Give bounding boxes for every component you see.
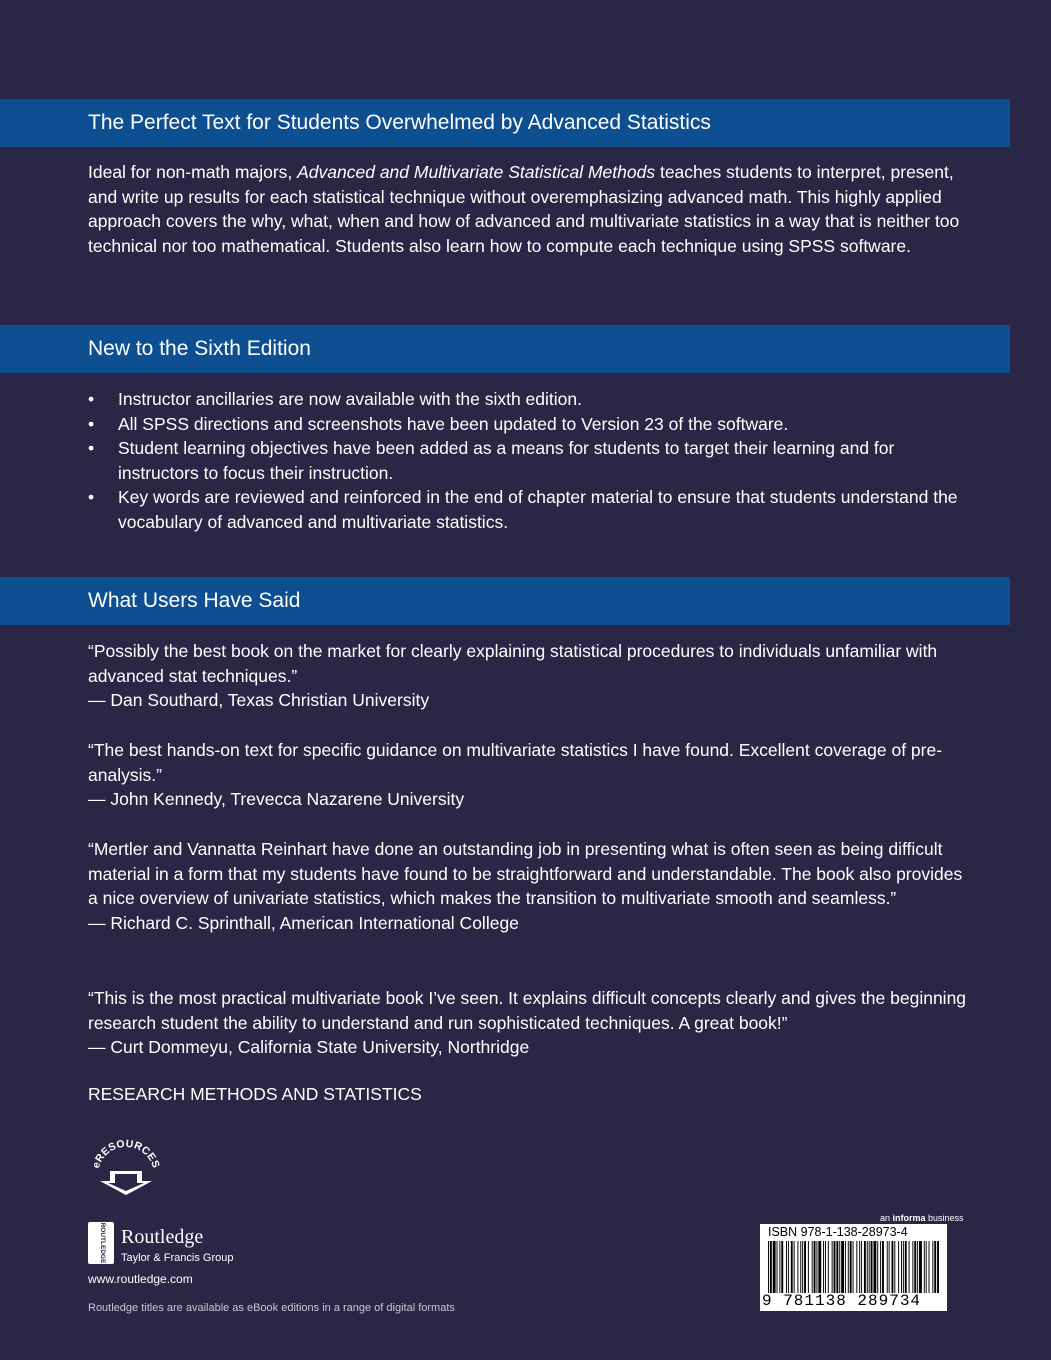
barcode-bar (882, 1241, 884, 1293)
barcode-bar (867, 1241, 868, 1293)
barcode-bar (791, 1241, 793, 1293)
list-item (88, 412, 968, 437)
list-item (88, 485, 968, 534)
barcode-bar (877, 1241, 878, 1293)
barcode-bar (802, 1241, 803, 1293)
barcode-bar (903, 1241, 904, 1293)
logo-vertical-text: ROUTLEDGE (99, 1222, 106, 1264)
barcode-bar (894, 1241, 895, 1293)
intro-text-start: Ideal for non-math majors, (88, 162, 298, 182)
list-item (88, 387, 968, 412)
publisher-url[interactable]: www.routledge.com (88, 1272, 193, 1286)
barcode-bars (768, 1241, 939, 1293)
barcode-bar (814, 1241, 816, 1293)
barcode-bar (905, 1241, 907, 1293)
barcode-bar (777, 1241, 778, 1293)
barcode-bar (808, 1241, 809, 1293)
barcode-bar (768, 1241, 769, 1293)
barcode-bar (804, 1241, 806, 1293)
barcode-bar (818, 1241, 821, 1293)
barcode-bar (845, 1241, 846, 1293)
barcode-bar (864, 1241, 866, 1293)
informa-label (880, 1213, 964, 1223)
eresources-label: eRESOURCES (90, 1137, 162, 1170)
barcode-bar (861, 1241, 862, 1293)
quote-attribution: — Dan Southard, Texas Christian University (88, 690, 430, 711)
reviews-heading-band (0, 577, 1010, 625)
publisher-group: Taylor & Francis Group (121, 1252, 234, 1264)
barcode-bar (924, 1241, 925, 1293)
barcode-bar (786, 1241, 787, 1293)
list-item (88, 436, 968, 485)
category-label: RESEARCH METHODS AND STATISTICS (88, 1084, 422, 1104)
informa-prefix: an (880, 1213, 893, 1223)
intro-paragraph (88, 160, 968, 258)
barcode-bar (812, 1241, 813, 1293)
new-edition-heading-band (0, 325, 1010, 373)
barcode-bar (880, 1241, 881, 1293)
barcode-bar (850, 1241, 852, 1293)
quote-attribution: — John Kennedy, Trevecca Nazarene University (88, 789, 465, 810)
barcode-bar (898, 1241, 899, 1293)
barcode-bar (825, 1241, 826, 1293)
intro-heading-band (0, 99, 1010, 147)
quote-attribution: — Richard C. Sprinthall, American International College (88, 912, 519, 933)
quote-text: “Possibly the best book on the market for clearly explaining statistical procedures to individuals unfamiliar with advanced stat techniques.” (88, 641, 938, 686)
barcode-bar (873, 1241, 876, 1293)
reviews-heading: What Users Have Said (88, 589, 301, 612)
new-edition-heading: New to the Sixth Edition (88, 337, 311, 360)
book-title-italic: Advanced and Multivariate Statistical Methods (297, 162, 656, 182)
quote-attribution: — Curt Dommeyu, California State University, Northridge (88, 1037, 530, 1058)
barcode (760, 1224, 947, 1311)
list-item-text: All SPSS directions and screenshots have been updated to Version 23 of the software. (118, 413, 789, 434)
barcode-bar (871, 1241, 873, 1293)
barcode-bar (937, 1241, 939, 1293)
barcode-bar (832, 1241, 833, 1293)
barcode-bar (797, 1241, 798, 1293)
barcode-bar (856, 1241, 857, 1293)
barcode-bar (926, 1241, 927, 1293)
barcode-bar (770, 1241, 772, 1293)
barcode-bar (934, 1241, 936, 1293)
barcode-bar (834, 1241, 836, 1293)
quote-text: “The best hands-on text for specific guidance on multivariate statistics I have found. Excellent coverage of pre-analysis.” (88, 740, 943, 785)
barcode-bar (828, 1241, 829, 1293)
quote-text: “This is the most practical multivariate book I’ve seen. It explains difficult concepts clearly and gives the beginning research student the ability to understand and run sophisticated techniques. A great book!” (88, 988, 967, 1033)
barcode-bar (848, 1241, 849, 1293)
barcode-bar (779, 1241, 780, 1293)
barcode-bar (816, 1241, 817, 1293)
barcode-bar (869, 1241, 870, 1293)
barcode-bar (917, 1241, 918, 1293)
barcode-bar (794, 1241, 795, 1293)
informa-bold: informa (892, 1213, 926, 1223)
publisher-name: Routledge (121, 1226, 204, 1248)
barcode-bar (773, 1241, 776, 1293)
barcode-bar (788, 1241, 789, 1293)
intro-heading: The Perfect Text for Students Overwhelmed by Advanced Statistics (88, 111, 711, 134)
barcode-bar (901, 1241, 902, 1293)
review-quote (88, 738, 968, 812)
review-quote (88, 986, 968, 1060)
ean-text: 9 781138 289734 (762, 1292, 922, 1310)
barcode-bar (912, 1241, 913, 1293)
list-item-text: Key words are reviewed and reinforced in the end of chapter material to ensure that students understand the vocabulary of advanced and multivariate statistics. (118, 487, 958, 532)
review-quote (88, 639, 968, 713)
informa-suffix: business (925, 1213, 964, 1223)
barcode-bar (800, 1241, 801, 1293)
barcode-bar (853, 1241, 854, 1293)
bullet-icon: • (88, 413, 95, 434)
list-item-text: Student learning objectives have been added as a means for students to target their learning and for instructors to focus their instruction. (118, 438, 895, 483)
barcode-bar (839, 1241, 840, 1293)
barcode-bar (892, 1241, 894, 1293)
bullet-icon: • (88, 487, 95, 508)
bullet-icon: • (88, 438, 95, 459)
barcode-bar (889, 1241, 890, 1293)
barcode-bar (909, 1241, 910, 1293)
barcode-bar (929, 1241, 930, 1293)
svg-text:eRESOURCES (90, 1138, 162, 1170)
barcode-bar (919, 1241, 922, 1293)
barcode-bar (841, 1241, 844, 1293)
barcode-bar (859, 1241, 860, 1293)
barcode-bar (836, 1241, 838, 1293)
ebook-note: Routledge titles are available as eBook editions in a range of digital formats (88, 1302, 455, 1314)
isbn-text: ISBN 978-1-138-28973-4 (768, 1225, 908, 1239)
barcode-bar (823, 1241, 824, 1293)
bullet-icon: • (88, 389, 95, 409)
list-item-text: Instructor ancillaries are now available with the sixth edition. (118, 389, 582, 409)
barcode-bar (887, 1241, 888, 1293)
intro-text-rest: teaches students to interpret, present, and write up results for each statistical technique without overemphasizing advanced math. This highly applied approach covers the why, what, when and how of advanced and multivariate statistics in a way that is neither too technical nor too mathematical. Students also learn how to compute each technique using SPSS software. (88, 162, 960, 256)
barcode-bar (914, 1241, 916, 1293)
new-edition-list (88, 387, 968, 535)
review-quote (88, 837, 968, 935)
barcode-bar (932, 1241, 933, 1293)
quote-text: “Mertler and Vannatta Reinhart have done an outstanding job in presenting what is often seen as being difficult material in a form that my students have found to be straightforward and understandable. The book also provides a nice overview of univariate statistics, which makes the transition to multivariate smooth and seamless.” (88, 839, 963, 909)
eresources-icon (88, 1135, 164, 1197)
barcode-bar (781, 1241, 783, 1293)
